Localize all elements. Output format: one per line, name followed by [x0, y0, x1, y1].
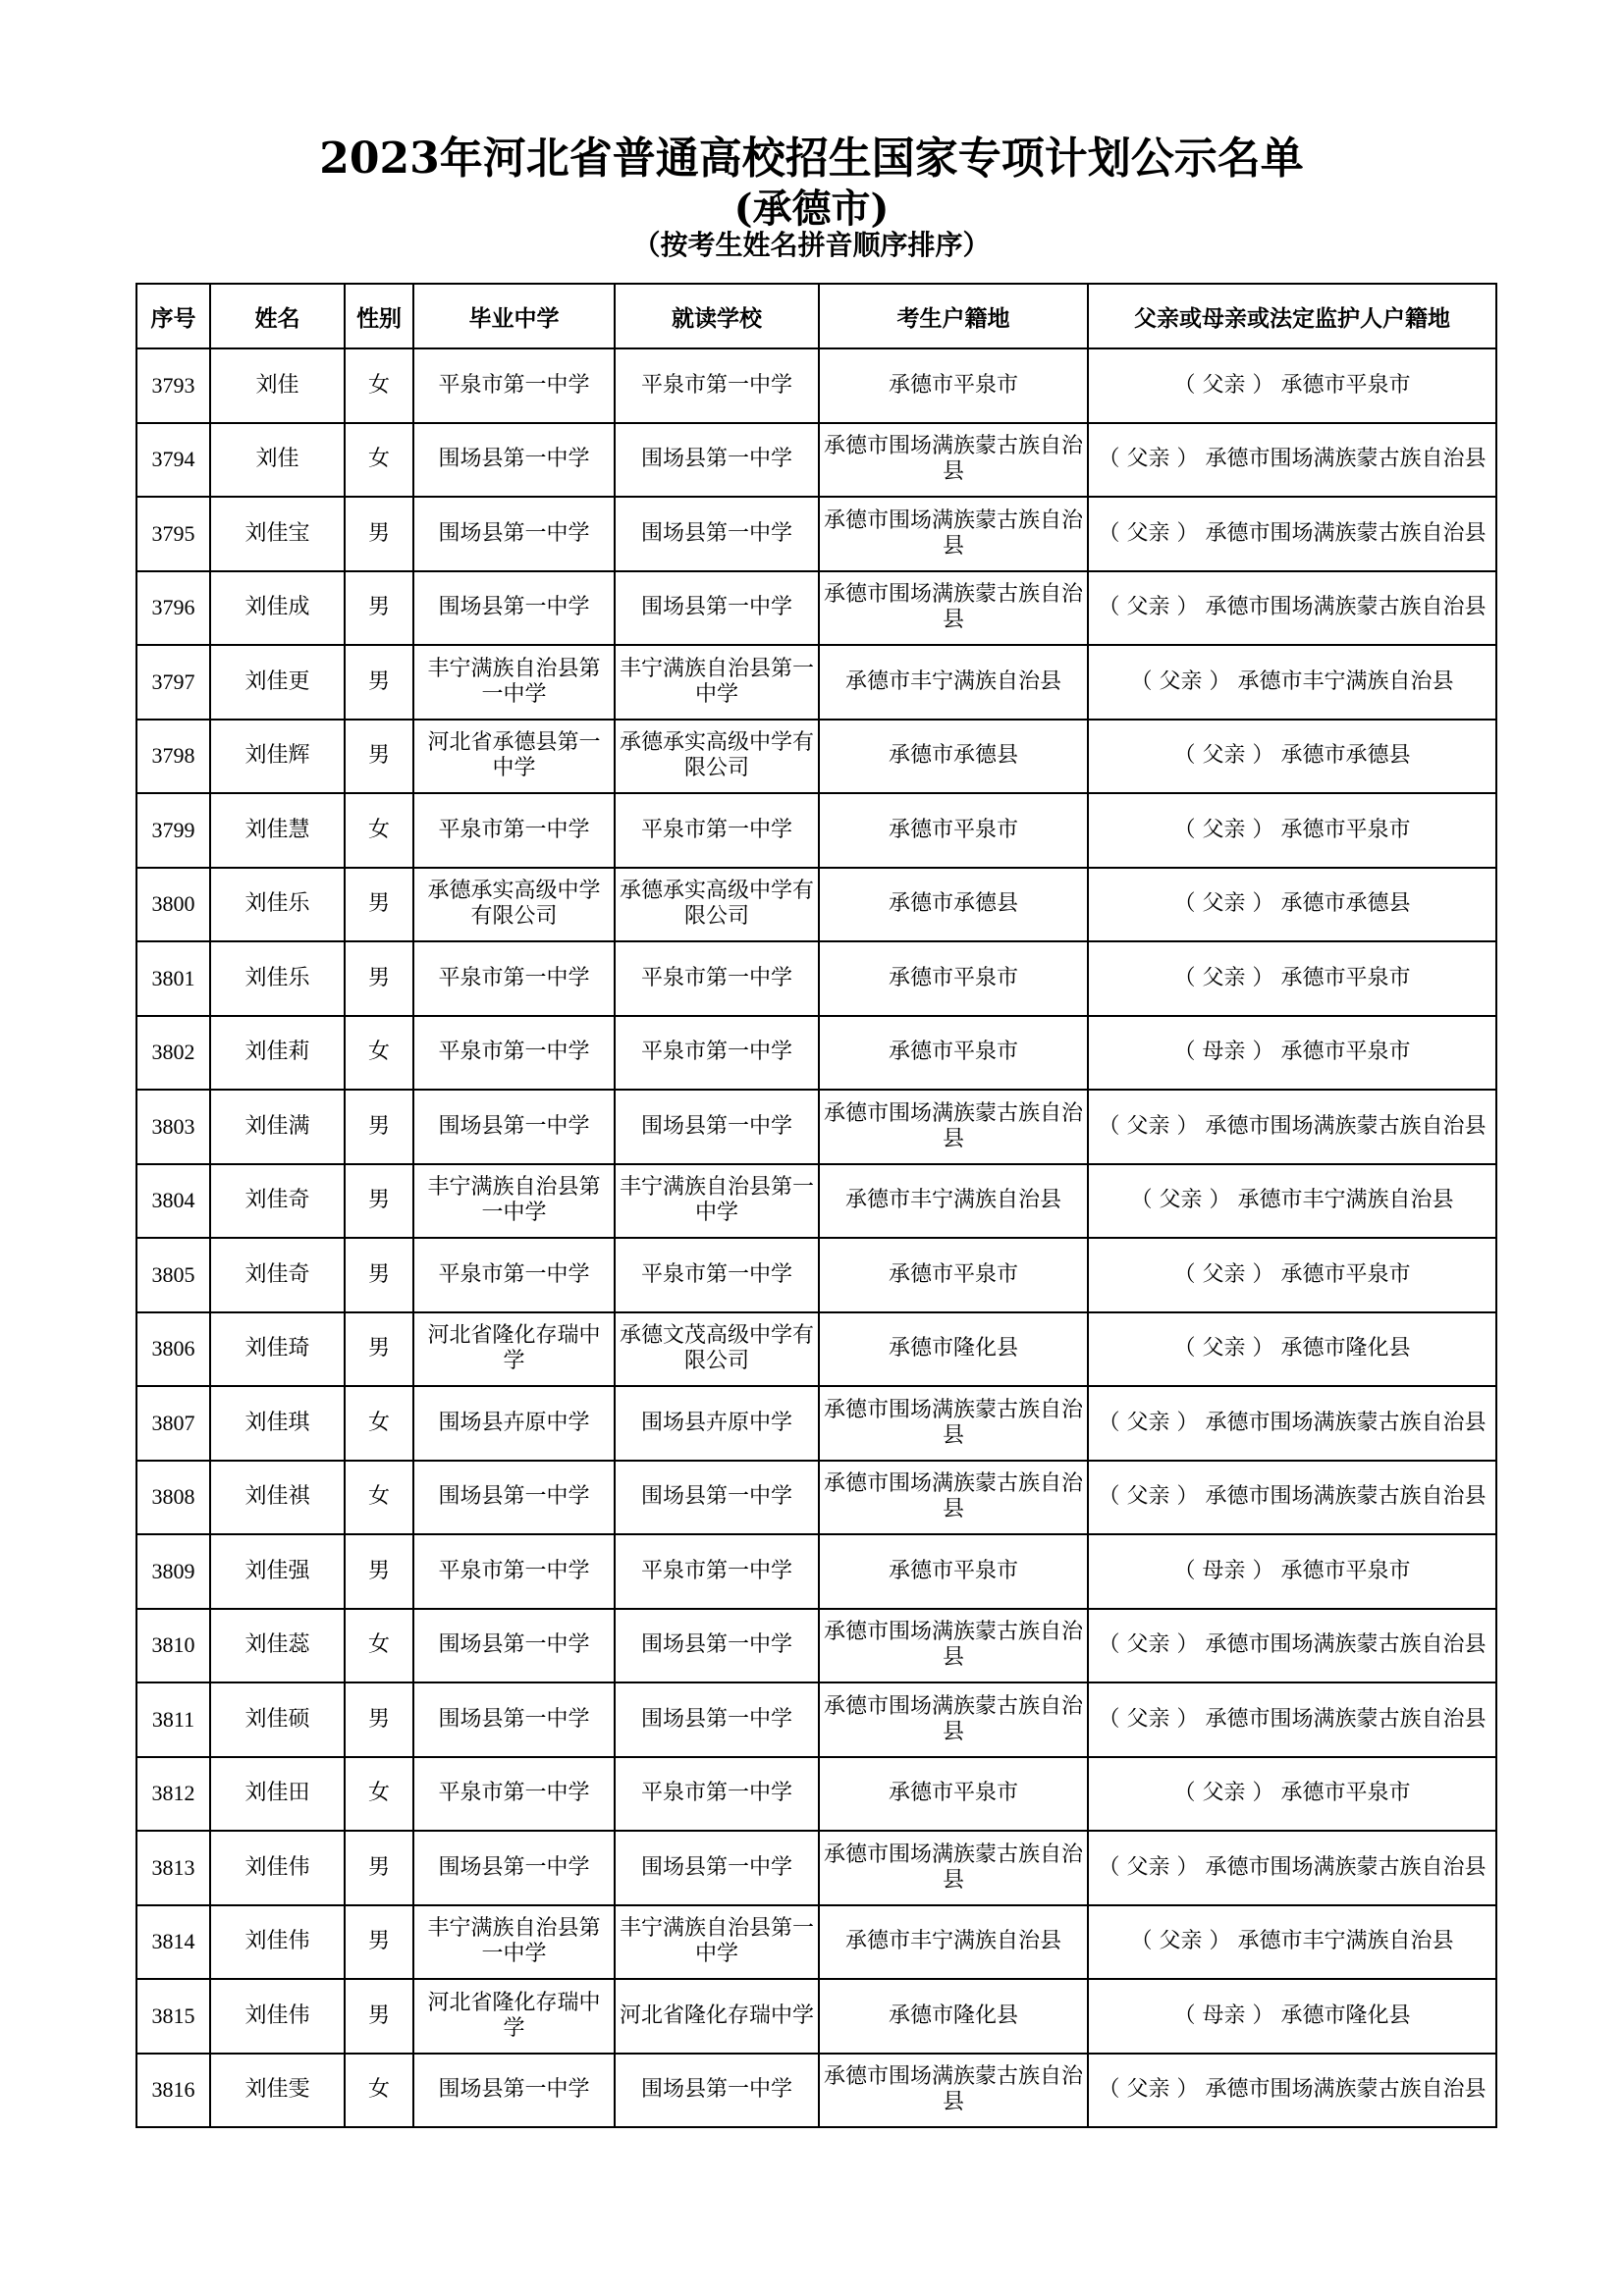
cell-gender: 男 [345, 1238, 413, 1312]
cell-current-school: 平泉市第一中学 [615, 1016, 819, 1091]
cell-gender: 男 [345, 1682, 413, 1757]
cell-no: 3809 [136, 1534, 210, 1609]
cell-no: 3806 [136, 1312, 210, 1387]
cell-guardian-hukou: （ 母亲 ） 承德市平泉市 [1088, 1534, 1496, 1609]
table-row [136, 1905, 1496, 1980]
cell-gender: 女 [345, 793, 413, 868]
cell-no: 3815 [136, 1979, 210, 2054]
cell-name: 刘佳蕊 [210, 1609, 345, 1683]
cell-graduation-school: 平泉市第一中学 [413, 1016, 615, 1091]
cell-current-school: 围场县第一中学 [615, 497, 819, 571]
cell-current-school: 围场县第一中学 [615, 1609, 819, 1683]
cell-name: 刘佳祺 [210, 1461, 345, 1535]
cell-no: 3807 [136, 1386, 210, 1461]
table-row [136, 1164, 1496, 1239]
table-header-row [136, 284, 1496, 348]
cell-graduation-school: 承德承实高级中学有限公司 [413, 868, 615, 942]
cell-current-school: 围场县第一中学 [615, 1461, 819, 1535]
cell-hukou: 承德市丰宁满族自治县 [819, 1905, 1088, 1980]
cell-no: 3800 [136, 868, 210, 942]
cell-hukou: 承德市平泉市 [819, 1016, 1088, 1091]
table-row [136, 497, 1496, 571]
cell-hukou: 承德市围场满族蒙古族自治县 [819, 2054, 1088, 2128]
table-row [136, 868, 1496, 942]
table-row [136, 720, 1496, 794]
table-row [136, 1238, 1496, 1312]
cell-gender: 男 [345, 941, 413, 1016]
cell-current-school: 围场县第一中学 [615, 2054, 819, 2128]
cell-graduation-school: 丰宁满族自治县第一中学 [413, 645, 615, 720]
header-hukou: 考生户籍地 [819, 284, 1088, 348]
cell-name: 刘佳乐 [210, 868, 345, 942]
cell-name: 刘佳乐 [210, 941, 345, 1016]
cell-current-school: 平泉市第一中学 [615, 1534, 819, 1609]
document-title: 2023年河北省普通高校招生国家专项计划公示名单 [319, 133, 1304, 184]
header-gender: 性别 [345, 284, 413, 348]
cell-name: 刘佳田 [210, 1757, 345, 1832]
cell-current-school: 承德承实高级中学有限公司 [615, 720, 819, 794]
cell-guardian-hukou: （ 母亲 ） 承德市隆化县 [1088, 1979, 1496, 2054]
cell-no: 3794 [136, 423, 210, 498]
table-row [136, 645, 1496, 720]
cell-current-school: 丰宁满族自治县第一中学 [615, 1164, 819, 1239]
cell-gender: 男 [345, 1312, 413, 1387]
cell-no: 3810 [136, 1609, 210, 1683]
cell-graduation-school: 围场县第一中学 [413, 2054, 615, 2128]
cell-gender: 男 [345, 1534, 413, 1609]
table-row [136, 941, 1496, 1016]
cell-guardian-hukou: （ 父亲 ） 承德市平泉市 [1088, 1238, 1496, 1312]
cell-hukou: 承德市平泉市 [819, 1757, 1088, 1832]
cell-guardian-hukou: （ 父亲 ） 承德市平泉市 [1088, 1757, 1496, 1832]
cell-no: 3803 [136, 1090, 210, 1164]
cell-current-school: 围场县第一中学 [615, 1090, 819, 1164]
cell-name: 刘佳 [210, 348, 345, 423]
cell-no: 3808 [136, 1461, 210, 1535]
cell-gender: 女 [345, 1386, 413, 1461]
cell-guardian-hukou: （ 父亲 ） 承德市丰宁满族自治县 [1088, 1164, 1496, 1239]
cell-current-school: 平泉市第一中学 [615, 348, 819, 423]
cell-name: 刘佳雯 [210, 2054, 345, 2128]
header-current-school: 就读学校 [615, 284, 819, 348]
cell-name: 刘佳奇 [210, 1238, 345, 1312]
cell-hukou: 承德市围场满族蒙古族自治县 [819, 423, 1088, 498]
table-row [136, 1682, 1496, 1757]
cell-no: 3795 [136, 497, 210, 571]
table-row [136, 1312, 1496, 1387]
table-row [136, 571, 1496, 646]
cell-no: 3804 [136, 1164, 210, 1239]
cell-gender: 男 [345, 571, 413, 646]
cell-gender: 男 [345, 1979, 413, 2054]
cell-guardian-hukou: （ 父亲 ） 承德市围场满族蒙古族自治县 [1088, 1831, 1496, 1905]
cell-gender: 男 [345, 645, 413, 720]
cell-gender: 男 [345, 720, 413, 794]
cell-current-school: 围场县卉原中学 [615, 1386, 819, 1461]
cell-guardian-hukou: （ 父亲 ） 承德市围场满族蒙古族自治县 [1088, 423, 1496, 498]
cell-hukou: 承德市承德县 [819, 720, 1088, 794]
table-row [136, 793, 1496, 868]
cell-current-school: 围场县第一中学 [615, 423, 819, 498]
cell-name: 刘佳琪 [210, 1386, 345, 1461]
cell-hukou: 承德市围场满族蒙古族自治县 [819, 497, 1088, 571]
table-row [136, 1090, 1496, 1164]
cell-hukou: 承德市平泉市 [819, 1534, 1088, 1609]
cell-no: 3796 [136, 571, 210, 646]
cell-graduation-school: 平泉市第一中学 [413, 1757, 615, 1832]
sort-note: （按考生姓名拼音顺序排序） [632, 229, 991, 261]
cell-hukou: 承德市丰宁满族自治县 [819, 1164, 1088, 1239]
cell-name: 刘佳更 [210, 645, 345, 720]
cell-gender: 女 [345, 1461, 413, 1535]
cell-no: 3801 [136, 941, 210, 1016]
cell-graduation-school: 围场县卉原中学 [413, 1386, 615, 1461]
cell-guardian-hukou: （ 父亲 ） 承德市丰宁满族自治县 [1088, 645, 1496, 720]
cell-graduation-school: 围场县第一中学 [413, 497, 615, 571]
table-row [136, 1831, 1496, 1905]
table-row [136, 348, 1496, 423]
cell-no: 3812 [136, 1757, 210, 1832]
table-row [136, 1534, 1496, 1609]
cell-hukou: 承德市围场满族蒙古族自治县 [819, 1090, 1088, 1164]
cell-current-school: 河北省隆化存瑞中学 [615, 1979, 819, 2054]
table-row [136, 1016, 1496, 1091]
cell-graduation-school: 平泉市第一中学 [413, 941, 615, 1016]
cell-name: 刘佳宝 [210, 497, 345, 571]
table-row [136, 1757, 1496, 1832]
cell-graduation-school: 丰宁满族自治县第一中学 [413, 1164, 615, 1239]
cell-name: 刘佳伟 [210, 1831, 345, 1905]
cell-guardian-hukou: （ 父亲 ） 承德市丰宁满族自治县 [1088, 1905, 1496, 1980]
cell-hukou: 承德市承德县 [819, 868, 1088, 942]
cell-name: 刘佳伟 [210, 1905, 345, 1980]
cell-guardian-hukou: （ 父亲 ） 承德市围场满族蒙古族自治县 [1088, 1386, 1496, 1461]
cell-name: 刘佳辉 [210, 720, 345, 794]
table-row [136, 1461, 1496, 1535]
cell-guardian-hukou: （ 父亲 ） 承德市围场满族蒙古族自治县 [1088, 1609, 1496, 1683]
cell-hukou: 承德市平泉市 [819, 1238, 1088, 1312]
cell-no: 3816 [136, 2054, 210, 2128]
header-name: 姓名 [210, 284, 345, 348]
cell-gender: 男 [345, 868, 413, 942]
cell-guardian-hukou: （ 父亲 ） 承德市围场满族蒙古族自治县 [1088, 1090, 1496, 1164]
cell-hukou: 承德市平泉市 [819, 941, 1088, 1016]
cell-no: 3811 [136, 1682, 210, 1757]
cell-guardian-hukou: （ 父亲 ） 承德市隆化县 [1088, 1312, 1496, 1387]
header-graduation-school: 毕业中学 [413, 284, 615, 348]
cell-hukou: 承德市围场满族蒙古族自治县 [819, 1609, 1088, 1683]
cell-graduation-school: 丰宁满族自治县第一中学 [413, 1905, 615, 1980]
cell-graduation-school: 围场县第一中学 [413, 1609, 615, 1683]
cell-guardian-hukou: （ 父亲 ） 承德市围场满族蒙古族自治县 [1088, 571, 1496, 646]
cell-guardian-hukou: （ 父亲 ） 承德市围场满族蒙古族自治县 [1088, 1682, 1496, 1757]
cell-guardian-hukou: （ 父亲 ） 承德市围场满族蒙古族自治县 [1088, 2054, 1496, 2128]
document-subtitle: (承德市) [733, 186, 890, 232]
cell-current-school: 承德承实高级中学有限公司 [615, 868, 819, 942]
cell-hukou: 承德市围场满族蒙古族自治县 [819, 1386, 1088, 1461]
table-row [136, 2054, 1496, 2128]
table-row [136, 423, 1496, 498]
cell-name: 刘佳成 [210, 571, 345, 646]
cell-no: 3813 [136, 1831, 210, 1905]
cell-graduation-school: 围场县第一中学 [413, 1461, 615, 1535]
cell-gender: 男 [345, 1164, 413, 1239]
cell-guardian-hukou: （ 母亲 ） 承德市平泉市 [1088, 1016, 1496, 1091]
cell-current-school: 平泉市第一中学 [615, 1757, 819, 1832]
cell-current-school: 承德文茂高级中学有限公司 [615, 1312, 819, 1387]
cell-guardian-hukou: （ 父亲 ） 承德市平泉市 [1088, 348, 1496, 423]
cell-gender: 女 [345, 423, 413, 498]
cell-graduation-school: 平泉市第一中学 [413, 1534, 615, 1609]
cell-hukou: 承德市隆化县 [819, 1312, 1088, 1387]
cell-no: 3814 [136, 1905, 210, 1980]
cell-current-school: 围场县第一中学 [615, 1682, 819, 1757]
cell-graduation-school: 平泉市第一中学 [413, 348, 615, 423]
cell-graduation-school: 河北省隆化存瑞中学 [413, 1979, 615, 2054]
cell-graduation-school: 围场县第一中学 [413, 1090, 615, 1164]
cell-current-school: 平泉市第一中学 [615, 1238, 819, 1312]
cell-current-school: 围场县第一中学 [615, 1831, 819, 1905]
cell-graduation-school: 河北省承德县第一中学 [413, 720, 615, 794]
table-row [136, 1386, 1496, 1461]
cell-graduation-school: 围场县第一中学 [413, 1682, 615, 1757]
cell-guardian-hukou: （ 父亲 ） 承德市承德县 [1088, 720, 1496, 794]
applicant-table [135, 283, 1497, 2128]
cell-no: 3799 [136, 793, 210, 868]
cell-name: 刘佳 [210, 423, 345, 498]
cell-guardian-hukou: （ 父亲 ） 承德市平泉市 [1088, 941, 1496, 1016]
cell-name: 刘佳莉 [210, 1016, 345, 1091]
cell-current-school: 平泉市第一中学 [615, 941, 819, 1016]
cell-gender: 男 [345, 1905, 413, 1980]
cell-no: 3805 [136, 1238, 210, 1312]
cell-hukou: 承德市围场满族蒙古族自治县 [819, 1682, 1088, 1757]
cell-gender: 女 [345, 1609, 413, 1683]
cell-hukou: 承德市平泉市 [819, 793, 1088, 868]
cell-gender: 女 [345, 1757, 413, 1832]
cell-name: 刘佳慧 [210, 793, 345, 868]
cell-hukou: 承德市围场满族蒙古族自治县 [819, 571, 1088, 646]
cell-hukou: 承德市丰宁满族自治县 [819, 645, 1088, 720]
header-no: 序号 [136, 284, 210, 348]
cell-guardian-hukou: （ 父亲 ） 承德市围场满族蒙古族自治县 [1088, 497, 1496, 571]
cell-hukou: 承德市围场满族蒙古族自治县 [819, 1831, 1088, 1905]
cell-gender: 女 [345, 348, 413, 423]
cell-guardian-hukou: （ 父亲 ） 承德市平泉市 [1088, 793, 1496, 868]
cell-hukou: 承德市隆化县 [819, 1979, 1088, 2054]
cell-current-school: 平泉市第一中学 [615, 793, 819, 868]
cell-name: 刘佳满 [210, 1090, 345, 1164]
cell-name: 刘佳硕 [210, 1682, 345, 1757]
cell-gender: 男 [345, 497, 413, 571]
cell-name: 刘佳奇 [210, 1164, 345, 1239]
cell-gender: 男 [345, 1831, 413, 1905]
cell-no: 3802 [136, 1016, 210, 1091]
cell-graduation-school: 围场县第一中学 [413, 571, 615, 646]
table-row [136, 1609, 1496, 1683]
cell-guardian-hukou: （ 父亲 ） 承德市围场满族蒙古族自治县 [1088, 1461, 1496, 1535]
cell-name: 刘佳伟 [210, 1979, 345, 2054]
cell-hukou: 承德市平泉市 [819, 348, 1088, 423]
cell-name: 刘佳琦 [210, 1312, 345, 1387]
cell-no: 3793 [136, 348, 210, 423]
cell-graduation-school: 围场县第一中学 [413, 423, 615, 498]
cell-current-school: 围场县第一中学 [615, 571, 819, 646]
cell-graduation-school: 围场县第一中学 [413, 1831, 615, 1905]
header-guardian-hukou: 父亲或母亲或法定监护人户籍地 [1088, 284, 1496, 348]
cell-hukou: 承德市围场满族蒙古族自治县 [819, 1461, 1088, 1535]
cell-graduation-school: 平泉市第一中学 [413, 793, 615, 868]
cell-gender: 男 [345, 1090, 413, 1164]
table-row [136, 1979, 1496, 2054]
cell-graduation-school: 河北省隆化存瑞中学 [413, 1312, 615, 1387]
cell-gender: 女 [345, 1016, 413, 1091]
cell-current-school: 丰宁满族自治县第一中学 [615, 645, 819, 720]
cell-no: 3797 [136, 645, 210, 720]
cell-graduation-school: 平泉市第一中学 [413, 1238, 615, 1312]
cell-no: 3798 [136, 720, 210, 794]
cell-name: 刘佳强 [210, 1534, 345, 1609]
cell-current-school: 丰宁满族自治县第一中学 [615, 1905, 819, 1980]
cell-gender: 女 [345, 2054, 413, 2128]
cell-guardian-hukou: （ 父亲 ） 承德市承德县 [1088, 868, 1496, 942]
